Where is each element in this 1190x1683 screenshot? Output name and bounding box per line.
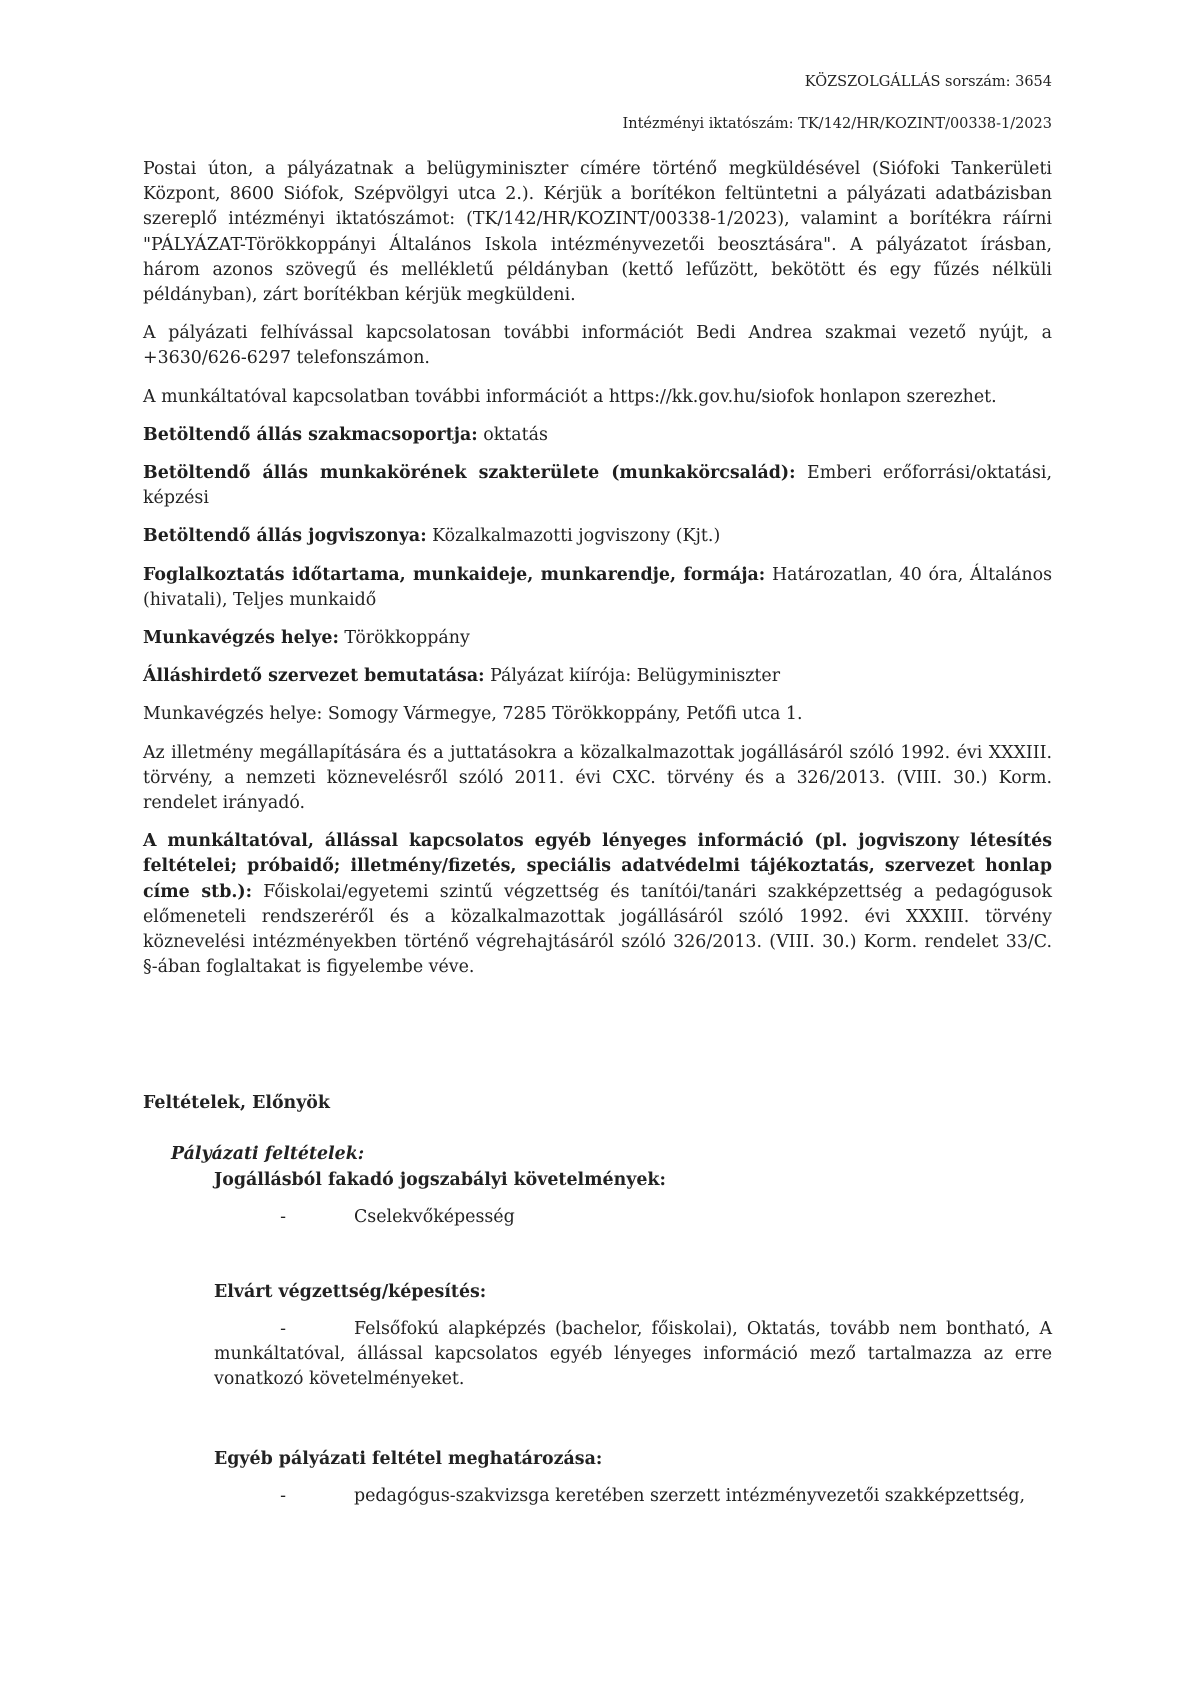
education-heading: Elvárt végzettség/képesítés:	[214, 1282, 487, 1302]
job-area-field	[143, 461, 1052, 511]
other-requirement-item	[214, 1484, 1052, 1509]
serial-number: KÖZSZOLGÁLLÁS sorszám: 3654	[804, 74, 1052, 90]
section-title: Feltételek, Előnyök	[143, 1093, 330, 1113]
organization-label: Álláshirdető szervezet bemutatása:	[143, 666, 485, 687]
legal-relationship-label: Betöltendő állás jogviszonya:	[143, 526, 427, 547]
employment-duration-field	[143, 563, 1052, 613]
workplace-value: Törökkoppány	[344, 628, 470, 649]
submission-paragraph: Postai úton, a pályázatnak a belügyminiszter címére történő megküldésével (Siófoki Tankerületi Központ, 8600 Siófok, Szépvölgyi utca 2.). Kérjük a borítékon feltüntetni a pályázati adatbázisban szereplő intézményi iktatószámot: (TK/142/HR/KOZINT/00338-1/2023), valamint a borítékra ráírni "PÁLYÁZAT-Törökkoppányi Általános Iskola intézményvezetői beosztására". A pályázatot írásban, három azonos szövegű és mellékletű példányban (kettő lefűzött, bekötött és egy fűzés nélküli példányban), zárt borítékban kérjük megküldeni.	[143, 159, 1052, 306]
job-group-value: oktatás	[483, 424, 548, 445]
bullet-dash: -	[280, 1319, 286, 1339]
job-area-label: Betöltendő állás munkakörének szakterülete (munkakörcsalád):	[143, 463, 796, 484]
other-requirement-text: pedagógus-szakvizsga keretében szerzett intézményvezetői szakképzettség,	[354, 1486, 1026, 1506]
other-info-field	[143, 829, 1052, 980]
organization-field	[143, 664, 1052, 689]
legal-relationship-value: Közalkalmazotti jogviszony (Kjt.)	[432, 526, 721, 547]
legal-requirement-item	[214, 1205, 1052, 1230]
other-info-label: A munkáltatóval, állással kapcsolatos egyéb lényeges információ (pl. jogviszony létesítés feltételei; próbaidő; illetmény/fizetés, speciális adatvédelmi tájékoztatás, szervezet honlap címe stb.):	[143, 831, 1052, 902]
job-group-field	[143, 423, 1052, 448]
workplace-detail: Munkavégzés helye: Somogy Vármegye, 7285 Törökkoppány, Petőfi utca 1.	[143, 704, 803, 725]
legal-relationship-field	[143, 524, 1052, 549]
contact-paragraph: A pályázati felhívással kapcsolatosan további információt Bedi Andrea szakmai vezető nyújt, a +3630/626-6297 telefonszámon.	[143, 323, 1052, 369]
workplace-label: Munkavégzés helye:	[143, 628, 339, 649]
workplace-field	[143, 626, 1052, 651]
bullet-dash: -	[280, 1207, 286, 1227]
job-group-label: Betöltendő állás szakmacsoportja:	[143, 424, 478, 445]
other-info-value: Főiskolai/egyetemi szintű végzettség és tanítói/tanári szakképzettség a pedagógusok előmeneteli rendszeréről és a közalkalmazottak jogállásáról szóló 1992. évi XXXIII. törvény köznevelési intézményekben történő végrehajtásáról szóló 326/2013. (VIII. 30.) Korm. rendelet 33/C. §-ában foglaltakat is figyelembe véve.	[143, 881, 1053, 978]
job-area-value: Emberi erőforrási/oktatási, képzési	[143, 463, 1052, 509]
education-item	[214, 1317, 1052, 1393]
legal-requirement-text: Cselekvőképesség	[354, 1207, 515, 1227]
bullet-dash: -	[280, 1486, 286, 1506]
employment-duration-value: Határozatlan, 40 óra, Általános (hivatali), Teljes munkaidő	[143, 564, 1052, 610]
salary-paragraph: Az illetmény megállapítására és a juttatásokra a közalkalmazottak jogállásáról szóló 1992. évi XXXIII. törvény, a nemzeti köznevelésről szóló 2011. évi CXC. törvény és a 326/2013. (VIII. 30.) Korm. rendelet irányadó.	[143, 742, 1052, 814]
education-text: Felsőfokú alapképzés (bachelor, főiskolai), Oktatás, tovább nem bontható, A munkáltatóval, állással kapcsolatos egyéb lényeges információ mező tartalmazza az erre vonatkozó követelményeket.	[214, 1319, 1052, 1390]
registry-number: Intézményi iktatószám: TK/142/HR/KOZINT/00338-1/2023	[622, 116, 1052, 132]
employer-info-paragraph: A munkáltatóval kapcsolatban további információt a https://kk.gov.hu/siofok honlapon szerezhet.	[143, 386, 997, 407]
legal-requirements-heading: Jogállásból fakadó jogszabályi követelmények:	[214, 1170, 666, 1190]
employment-duration-label: Foglalkoztatás időtartama, munkaideje, munkarendje, formája:	[143, 564, 766, 585]
organization-value: Pályázat kiírója: Belügyminiszter	[490, 666, 781, 687]
other-requirements-heading: Egyéb pályázati feltétel meghatározása:	[214, 1449, 603, 1469]
main-content	[143, 157, 1052, 993]
requirements-heading: Pályázati feltételek:	[171, 1144, 365, 1164]
